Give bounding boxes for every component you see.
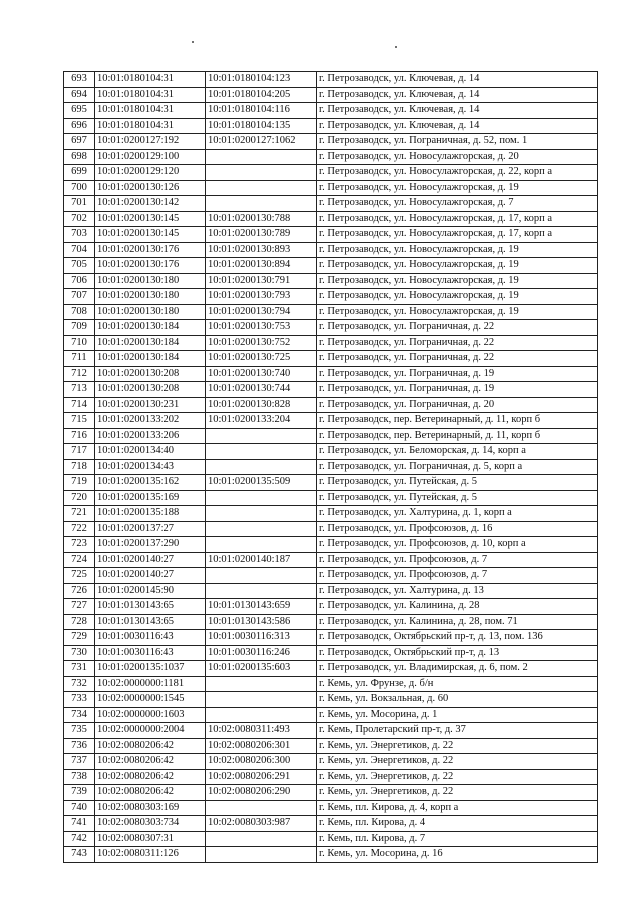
- cadastral-number-parcel-cell: 10:02:0080206:42: [95, 738, 206, 754]
- row-number-cell: 694: [64, 87, 95, 103]
- cadastral-number-parcel-cell: 10:02:0080307:31: [95, 831, 206, 847]
- address-cell: г. Кемь, ул. Энергетиков, д. 22: [317, 769, 598, 785]
- row-number-cell: 743: [64, 847, 95, 863]
- table-row: [64, 723, 598, 739]
- row-number-cell: 705: [64, 258, 95, 274]
- address-cell: г. Петрозаводск, Октябрьский пр-т, д. 13: [317, 645, 598, 661]
- row-number-cell: 729: [64, 630, 95, 646]
- cadastral-number-parcel-cell: 10:01:0200140:27: [95, 552, 206, 568]
- table-row: [64, 335, 598, 351]
- cadastral-number-object-cell: [206, 459, 317, 475]
- table-row: [64, 273, 598, 289]
- address-cell: г. Петрозаводск, ул. Ключевая, д. 14: [317, 72, 598, 88]
- address-cell: г. Кемь, ул. Энергетиков, д. 22: [317, 754, 598, 770]
- row-number-cell: 693: [64, 72, 95, 88]
- cadastral-number-object-cell: [206, 583, 317, 599]
- row-number-cell: 709: [64, 320, 95, 336]
- cadastral-number-object-cell: [206, 196, 317, 212]
- cadastral-number-object-cell: 10:01:0200127:1062: [206, 134, 317, 150]
- cadastral-number-object-cell: 10:01:0130143:586: [206, 614, 317, 630]
- row-number-cell: 720: [64, 490, 95, 506]
- cadastral-number-parcel-cell: 10:01:0200130:176: [95, 258, 206, 274]
- address-cell: г. Кемь, ул. Энергетиков, д. 22: [317, 738, 598, 754]
- table-row: [64, 397, 598, 413]
- address-cell: г. Кемь, пл. Кирова, д. 7: [317, 831, 598, 847]
- cadastral-number-parcel-cell: 10:01:0200130:208: [95, 366, 206, 382]
- cadastral-number-parcel-cell: 10:01:0200130:145: [95, 227, 206, 243]
- address-cell: г. Петрозаводск, ул. Калинина, д. 28, пом. 71: [317, 614, 598, 630]
- table-row: [64, 831, 598, 847]
- table-row: [64, 707, 598, 723]
- cadastral-number-object-cell: 10:01:0180104:123: [206, 72, 317, 88]
- row-number-cell: 708: [64, 304, 95, 320]
- address-cell: г. Петрозаводск, ул. Путейская, д. 5: [317, 490, 598, 506]
- address-cell: г. Петрозаводск, пер. Ветеринарный, д. 11, корп б: [317, 428, 598, 444]
- table-row: [64, 645, 598, 661]
- table-row: [64, 134, 598, 150]
- cadastral-number-object-cell: [206, 428, 317, 444]
- cadastral-number-object-cell: 10:01:0030116:313: [206, 630, 317, 646]
- address-cell: г. Кемь, ул. Фрунзе, д. б/н: [317, 676, 598, 692]
- table-row: [64, 506, 598, 522]
- cadastral-number-object-cell: [206, 537, 317, 553]
- row-number-cell: 703: [64, 227, 95, 243]
- cadastral-number-parcel-cell: 10:01:0180104:31: [95, 87, 206, 103]
- cadastral-number-object-cell: 10:01:0200130:828: [206, 397, 317, 413]
- address-cell: г. Петрозаводск, ул. Новосулажгорская, д. 20: [317, 149, 598, 165]
- cadastral-number-object-cell: [206, 149, 317, 165]
- cadastral-number-object-cell: [206, 800, 317, 816]
- cadastral-number-parcel-cell: 10:01:0200129:120: [95, 165, 206, 181]
- cadastral-number-parcel-cell: 10:01:0200134:43: [95, 459, 206, 475]
- cadastral-number-object-cell: 10:01:0030116:246: [206, 645, 317, 661]
- cadastral-number-object-cell: [206, 831, 317, 847]
- table-row: [64, 428, 598, 444]
- cadastral-number-parcel-cell: 10:01:0200127:192: [95, 134, 206, 150]
- row-number-cell: 696: [64, 118, 95, 134]
- address-cell: г. Петрозаводск, пер. Ветеринарный, д. 11, корп б: [317, 413, 598, 429]
- table-row: [64, 118, 598, 134]
- row-number-cell: 707: [64, 289, 95, 305]
- address-cell: г. Петрозаводск, ул. Новосулажгорская, д. 19: [317, 242, 598, 258]
- table-row: [64, 351, 598, 367]
- table-row: [64, 165, 598, 181]
- row-number-cell: 719: [64, 475, 95, 491]
- row-number-cell: 700: [64, 180, 95, 196]
- row-number-cell: 710: [64, 335, 95, 351]
- cadastral-number-object-cell: 10:02:0080206:291: [206, 769, 317, 785]
- table-row: [64, 599, 598, 615]
- cadastral-number-object-cell: 10:01:0200130:894: [206, 258, 317, 274]
- row-number-cell: 702: [64, 211, 95, 227]
- row-number-cell: 734: [64, 707, 95, 723]
- table-row: [64, 242, 598, 258]
- address-cell: г. Петрозаводск, ул. Ключевая, д. 14: [317, 118, 598, 134]
- table-row: [64, 227, 598, 243]
- cadastral-number-parcel-cell: 10:01:0200130:184: [95, 351, 206, 367]
- cadastral-number-parcel-cell: 10:01:0180104:31: [95, 118, 206, 134]
- cadastral-number-object-cell: 10:02:0080206:300: [206, 754, 317, 770]
- address-cell: г. Петрозаводск, ул. Новосулажгорская, д. 7: [317, 196, 598, 212]
- cadastral-number-parcel-cell: 10:01:0200137:290: [95, 537, 206, 553]
- row-number-cell: 717: [64, 444, 95, 460]
- row-number-cell: 718: [64, 459, 95, 475]
- address-cell: г. Петрозаводск, ул. Халтурина, д. 1, корп а: [317, 506, 598, 522]
- address-cell: г. Кемь, Пролетарский пр-т, д. 37: [317, 723, 598, 739]
- address-cell: г. Петрозаводск, ул. Калинина, д. 28: [317, 599, 598, 615]
- address-cell: г. Петрозаводск, ул. Новосулажгорская, д. 19: [317, 180, 598, 196]
- cadastral-number-object-cell: [206, 707, 317, 723]
- address-cell: г. Петрозаводск, ул. Ключевая, д. 14: [317, 103, 598, 119]
- cadastral-number-object-cell: 10:01:0200130:753: [206, 320, 317, 336]
- cadastral-number-object-cell: [206, 676, 317, 692]
- scan-speck: [192, 41, 194, 43]
- table-row: [64, 382, 598, 398]
- table-row: [64, 320, 598, 336]
- address-cell: г. Петрозаводск, ул. Новосулажгорская, д. 22, корп а: [317, 165, 598, 181]
- row-number-cell: 735: [64, 723, 95, 739]
- address-cell: г. Петрозаводск, ул. Беломорская, д. 14, корп а: [317, 444, 598, 460]
- address-cell: г. Петрозаводск, ул. Пограничная, д. 19: [317, 382, 598, 398]
- address-cell: г. Петрозаводск, ул. Новосулажгорская, д. 19: [317, 289, 598, 305]
- cadastral-number-parcel-cell: 10:01:0200135:1037: [95, 661, 206, 677]
- scan-speck: [395, 46, 397, 48]
- cadastral-number-parcel-cell: 10:01:0200135:188: [95, 506, 206, 522]
- row-number-cell: 740: [64, 800, 95, 816]
- address-cell: г. Петрозаводск, ул. Профсоюзов, д. 7: [317, 568, 598, 584]
- row-number-cell: 716: [64, 428, 95, 444]
- table-row: [64, 304, 598, 320]
- cadastral-number-parcel-cell: 10:01:0200130:176: [95, 242, 206, 258]
- cadastral-number-object-cell: 10:01:0200130:788: [206, 211, 317, 227]
- cadastral-number-parcel-cell: 10:01:0130143:65: [95, 599, 206, 615]
- cadastral-number-parcel-cell: 10:01:0200130:184: [95, 335, 206, 351]
- cadastral-number-object-cell: [206, 692, 317, 708]
- cadastral-number-object-cell: 10:01:0200130:752: [206, 335, 317, 351]
- row-number-cell: 737: [64, 754, 95, 770]
- row-number-cell: 742: [64, 831, 95, 847]
- cadastral-number-parcel-cell: 10:01:0180104:31: [95, 72, 206, 88]
- row-number-cell: 738: [64, 769, 95, 785]
- row-number-cell: 731: [64, 661, 95, 677]
- cadastral-number-parcel-cell: 10:01:0200130:142: [95, 196, 206, 212]
- cadastral-number-parcel-cell: 10:02:0080303:169: [95, 800, 206, 816]
- cadastral-number-object-cell: 10:01:0200135:603: [206, 661, 317, 677]
- cadastral-number-parcel-cell: 10:02:0000000:1181: [95, 676, 206, 692]
- address-cell: г. Кемь, ул. Мосорина, д. 16: [317, 847, 598, 863]
- registry-table-body: [64, 72, 598, 863]
- row-number-cell: 722: [64, 521, 95, 537]
- cadastral-number-object-cell: 10:01:0200135:509: [206, 475, 317, 491]
- address-cell: г. Петрозаводск, ул. Профсоюзов, д. 10, корп а: [317, 537, 598, 553]
- address-cell: г. Петрозаводск, ул. Пограничная, д. 5, корп а: [317, 459, 598, 475]
- table-row: [64, 800, 598, 816]
- address-cell: г. Кемь, ул. Энергетиков, д. 22: [317, 785, 598, 801]
- table-row: [64, 490, 598, 506]
- row-number-cell: 736: [64, 738, 95, 754]
- cadastral-number-object-cell: 10:01:0200130:794: [206, 304, 317, 320]
- table-row: [64, 537, 598, 553]
- cadastral-number-parcel-cell: 10:01:0130143:65: [95, 614, 206, 630]
- row-number-cell: 706: [64, 273, 95, 289]
- registry-table: [63, 71, 598, 863]
- row-number-cell: 725: [64, 568, 95, 584]
- row-number-cell: 715: [64, 413, 95, 429]
- row-number-cell: 714: [64, 397, 95, 413]
- row-number-cell: 712: [64, 366, 95, 382]
- table-row: [64, 754, 598, 770]
- table-row: [64, 847, 598, 863]
- address-cell: г. Петрозаводск, ул. Новосулажгорская, д. 17, корп а: [317, 211, 598, 227]
- table-row: [64, 258, 598, 274]
- cadastral-number-parcel-cell: 10:01:0200129:100: [95, 149, 206, 165]
- address-cell: г. Кемь, пл. Кирова, д. 4, корп а: [317, 800, 598, 816]
- cadastral-number-object-cell: [206, 568, 317, 584]
- address-cell: г. Кемь, пл. Кирова, д. 4: [317, 816, 598, 832]
- address-cell: г. Петрозаводск, ул. Путейская, д. 5: [317, 475, 598, 491]
- address-cell: г. Петрозаводск, ул. Пограничная, д. 20: [317, 397, 598, 413]
- address-cell: г. Петрозаводск, ул. Ключевая, д. 14: [317, 87, 598, 103]
- cadastral-number-object-cell: [206, 180, 317, 196]
- address-cell: г. Петрозаводск, ул. Пограничная, д. 22: [317, 335, 598, 351]
- address-cell: г. Петрозаводск, ул. Пограничная, д. 22: [317, 351, 598, 367]
- cadastral-number-parcel-cell: 10:02:0000000:2004: [95, 723, 206, 739]
- table-row: [64, 87, 598, 103]
- cadastral-number-parcel-cell: 10:02:0080303:734: [95, 816, 206, 832]
- address-cell: г. Петрозаводск, ул. Новосулажгорская, д. 17, корп а: [317, 227, 598, 243]
- cadastral-number-object-cell: 10:01:0200130:740: [206, 366, 317, 382]
- table-row: [64, 676, 598, 692]
- table-row: [64, 459, 598, 475]
- cadastral-number-object-cell: 10:02:0080206:290: [206, 785, 317, 801]
- row-number-cell: 726: [64, 583, 95, 599]
- cadastral-number-parcel-cell: 10:01:0200134:40: [95, 444, 206, 460]
- row-number-cell: 724: [64, 552, 95, 568]
- cadastral-number-parcel-cell: 10:01:0200130:180: [95, 273, 206, 289]
- row-number-cell: 713: [64, 382, 95, 398]
- row-number-cell: 697: [64, 134, 95, 150]
- cadastral-number-parcel-cell: 10:01:0030116:43: [95, 645, 206, 661]
- row-number-cell: 711: [64, 351, 95, 367]
- cadastral-number-object-cell: 10:01:0200140:187: [206, 552, 317, 568]
- row-number-cell: 695: [64, 103, 95, 119]
- cadastral-number-object-cell: 10:01:0200130:789: [206, 227, 317, 243]
- address-cell: г. Петрозаводск, ул. Халтурина, д. 13: [317, 583, 598, 599]
- cadastral-number-object-cell: 10:02:0080206:301: [206, 738, 317, 754]
- cadastral-number-object-cell: 10:01:0200130:725: [206, 351, 317, 367]
- row-number-cell: 739: [64, 785, 95, 801]
- table-row: [64, 614, 598, 630]
- cadastral-number-parcel-cell: 10:02:0000000:1603: [95, 707, 206, 723]
- cadastral-number-object-cell: [206, 444, 317, 460]
- row-number-cell: 704: [64, 242, 95, 258]
- row-number-cell: 723: [64, 537, 95, 553]
- cadastral-number-parcel-cell: 10:01:0200133:206: [95, 428, 206, 444]
- cadastral-number-parcel-cell: 10:02:0080206:42: [95, 785, 206, 801]
- cadastral-number-parcel-cell: 10:01:0200130:145: [95, 211, 206, 227]
- row-number-cell: 701: [64, 196, 95, 212]
- table-row: [64, 661, 598, 677]
- address-cell: г. Петрозаводск, Октябрьский пр-т, д. 13, пом. 136: [317, 630, 598, 646]
- table-row: [64, 413, 598, 429]
- cadastral-number-parcel-cell: 10:02:0080206:42: [95, 754, 206, 770]
- table-row: [64, 366, 598, 382]
- cadastral-number-object-cell: 10:01:0180104:135: [206, 118, 317, 134]
- table-row: [64, 289, 598, 305]
- cadastral-number-parcel-cell: 10:01:0200130:180: [95, 304, 206, 320]
- address-cell: г. Кемь, ул. Мосорина, д. 1: [317, 707, 598, 723]
- row-number-cell: 698: [64, 149, 95, 165]
- cadastral-number-parcel-cell: 10:02:0080206:42: [95, 769, 206, 785]
- cadastral-number-parcel-cell: 10:01:0180104:31: [95, 103, 206, 119]
- cadastral-number-parcel-cell: 10:01:0200130:180: [95, 289, 206, 305]
- cadastral-number-parcel-cell: 10:01:0200137:27: [95, 521, 206, 537]
- table-row: [64, 475, 598, 491]
- table-row: [64, 149, 598, 165]
- cadastral-number-object-cell: [206, 165, 317, 181]
- cadastral-number-object-cell: 10:01:0180104:116: [206, 103, 317, 119]
- cadastral-number-object-cell: [206, 847, 317, 863]
- table-row: [64, 521, 598, 537]
- table-row: [64, 552, 598, 568]
- cadastral-number-object-cell: 10:01:0200130:744: [206, 382, 317, 398]
- table-row: [64, 196, 598, 212]
- address-cell: г. Петрозаводск, ул. Профсоюзов, д. 7: [317, 552, 598, 568]
- table-row: [64, 738, 598, 754]
- cadastral-number-parcel-cell: 10:01:0200135:162: [95, 475, 206, 491]
- row-number-cell: 699: [64, 165, 95, 181]
- cadastral-number-parcel-cell: 10:01:0200145:90: [95, 583, 206, 599]
- table-row: [64, 769, 598, 785]
- table-row: [64, 583, 598, 599]
- address-cell: г. Петрозаводск, ул. Пограничная, д. 22: [317, 320, 598, 336]
- table-row: [64, 816, 598, 832]
- address-cell: г. Петрозаводск, ул. Владимирская, д. 6, пом. 2: [317, 661, 598, 677]
- table-row: [64, 211, 598, 227]
- table-row: [64, 103, 598, 119]
- row-number-cell: 727: [64, 599, 95, 615]
- address-cell: г. Петрозаводск, ул. Новосулажгорская, д. 19: [317, 273, 598, 289]
- table-row: [64, 692, 598, 708]
- cadastral-number-parcel-cell: 10:01:0030116:43: [95, 630, 206, 646]
- cadastral-number-object-cell: [206, 490, 317, 506]
- cadastral-number-object-cell: 10:01:0200130:793: [206, 289, 317, 305]
- cadastral-number-parcel-cell: 10:01:0200130:231: [95, 397, 206, 413]
- cadastral-number-object-cell: 10:01:0180104:205: [206, 87, 317, 103]
- address-cell: г. Петрозаводск, ул. Новосулажгорская, д. 19: [317, 304, 598, 320]
- table-row: [64, 444, 598, 460]
- cadastral-number-parcel-cell: 10:01:0200135:169: [95, 490, 206, 506]
- cadastral-number-parcel-cell: 10:01:0200140:27: [95, 568, 206, 584]
- row-number-cell: 741: [64, 816, 95, 832]
- cadastral-number-object-cell: 10:02:0080303:987: [206, 816, 317, 832]
- row-number-cell: 728: [64, 614, 95, 630]
- cadastral-number-object-cell: 10:02:0080311:493: [206, 723, 317, 739]
- address-cell: г. Петрозаводск, ул. Профсоюзов, д. 16: [317, 521, 598, 537]
- cadastral-number-object-cell: 10:01:0200133:204: [206, 413, 317, 429]
- row-number-cell: 721: [64, 506, 95, 522]
- table-row: [64, 72, 598, 88]
- cadastral-number-object-cell: [206, 506, 317, 522]
- address-cell: г. Петрозаводск, ул. Пограничная, д. 19: [317, 366, 598, 382]
- row-number-cell: 730: [64, 645, 95, 661]
- cadastral-number-object-cell: 10:01:0200130:791: [206, 273, 317, 289]
- cadastral-number-object-cell: 10:01:0130143:659: [206, 599, 317, 615]
- address-cell: г. Кемь, ул. Вокзальная, д. 60: [317, 692, 598, 708]
- address-cell: г. Петрозаводск, ул. Пограничная, д. 52, пом. 1: [317, 134, 598, 150]
- cadastral-number-parcel-cell: 10:01:0200130:208: [95, 382, 206, 398]
- table-row: [64, 568, 598, 584]
- cadastral-number-parcel-cell: 10:01:0200130:184: [95, 320, 206, 336]
- table-row: [64, 785, 598, 801]
- row-number-cell: 733: [64, 692, 95, 708]
- cadastral-number-object-cell: [206, 521, 317, 537]
- cadastral-number-parcel-cell: 10:02:0000000:1545: [95, 692, 206, 708]
- cadastral-number-object-cell: 10:01:0200130:893: [206, 242, 317, 258]
- table-row: [64, 180, 598, 196]
- cadastral-number-parcel-cell: 10:02:0080311:126: [95, 847, 206, 863]
- cadastral-number-parcel-cell: 10:01:0200130:126: [95, 180, 206, 196]
- cadastral-number-parcel-cell: 10:01:0200133:202: [95, 413, 206, 429]
- table-row: [64, 630, 598, 646]
- address-cell: г. Петрозаводск, ул. Новосулажгорская, д. 19: [317, 258, 598, 274]
- row-number-cell: 732: [64, 676, 95, 692]
